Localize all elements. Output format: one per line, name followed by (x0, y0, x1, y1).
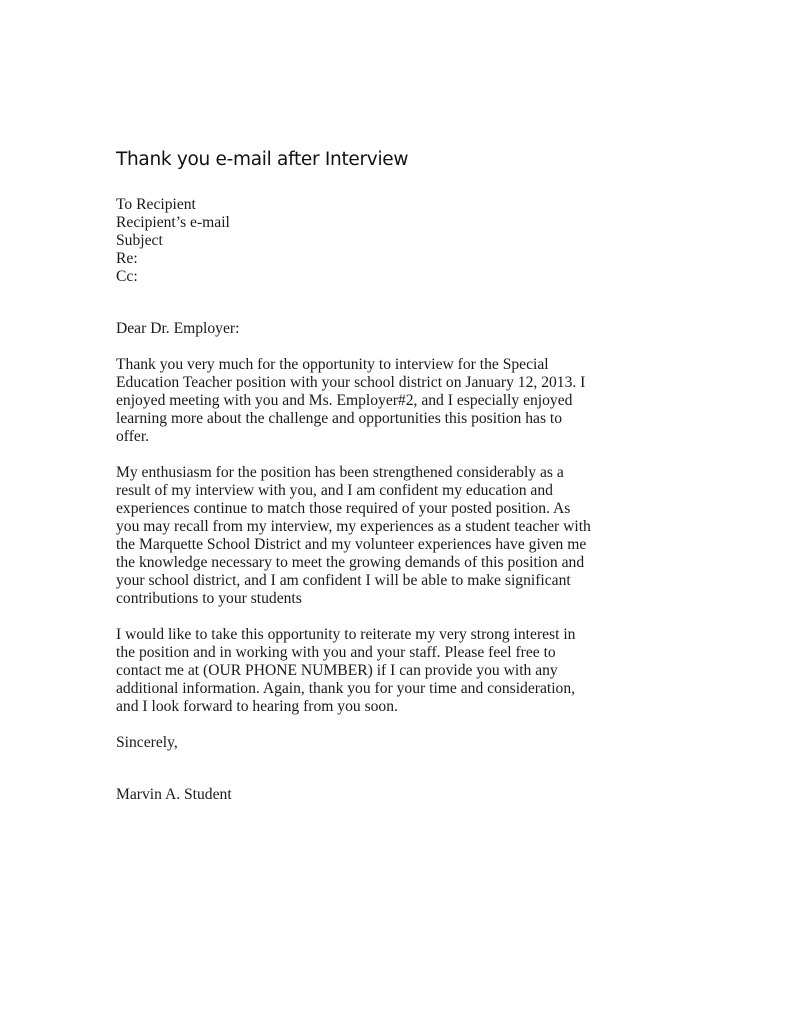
re-field: Re: (116, 250, 138, 267)
recipient-email-field: Recipient’s e-mail (116, 214, 230, 231)
paragraph-line: offer. (116, 428, 150, 445)
paragraph-line: additional information. Again, thank you for your time and consideration, (116, 680, 576, 697)
paragraph-line: result of my interview with you, and I am confident my education and (116, 482, 553, 499)
paragraph-1 (116, 356, 585, 446)
to-recipient-field: To Recipient (116, 196, 196, 213)
paragraph-3 (116, 626, 575, 716)
paragraph-line: the knowledge necessary to meet the growing demands of this position and (116, 554, 585, 571)
signature: Marvin A. Student (116, 786, 232, 803)
email-header-fields (116, 196, 230, 286)
closing: Sincerely, (116, 734, 178, 751)
paragraph-line: experiences continue to match those required of your posted position. As (116, 500, 571, 517)
subject-field: Subject (116, 232, 163, 249)
paragraph-line: the Marquette School District and my volunteer experiences have given me (116, 536, 587, 553)
paragraph-line: contributions to your students (116, 590, 302, 607)
cc-field: Cc: (116, 268, 138, 285)
paragraph-line: Thank you very much for the opportunity to interview for the Special (116, 356, 549, 373)
paragraph-line: contact me at (OUR PHONE NUMBER) if I can provide you with any (116, 662, 558, 679)
paragraph-line: the position and in working with you and your staff. Please feel free to (116, 644, 556, 661)
paragraph-line: I would like to take this opportunity to reiterate my very strong interest in (116, 626, 576, 643)
paragraph-line: your school district, and I am confident I will be able to make significant (116, 572, 571, 589)
greeting: Dear Dr. Employer: (116, 320, 240, 337)
paragraph-line: enjoyed meeting with you and Ms. Employer#2, and I especially enjoyed (116, 392, 573, 409)
paragraph-2 (116, 464, 591, 608)
paragraph-line: My enthusiasm for the position has been strengthened considerably as a (116, 464, 564, 481)
paragraph-line: you may recall from my interview, my experiences as a student teacher with (116, 518, 591, 535)
paragraph-line: learning more about the challenge and opportunities this position has to (116, 410, 563, 427)
document-title: Thank you e-mail after Interview (116, 149, 409, 170)
paragraph-line: Education Teacher position with your school district on January 12, 2013. I (116, 374, 586, 391)
paragraph-line: and I look forward to hearing from you soon. (116, 698, 398, 715)
